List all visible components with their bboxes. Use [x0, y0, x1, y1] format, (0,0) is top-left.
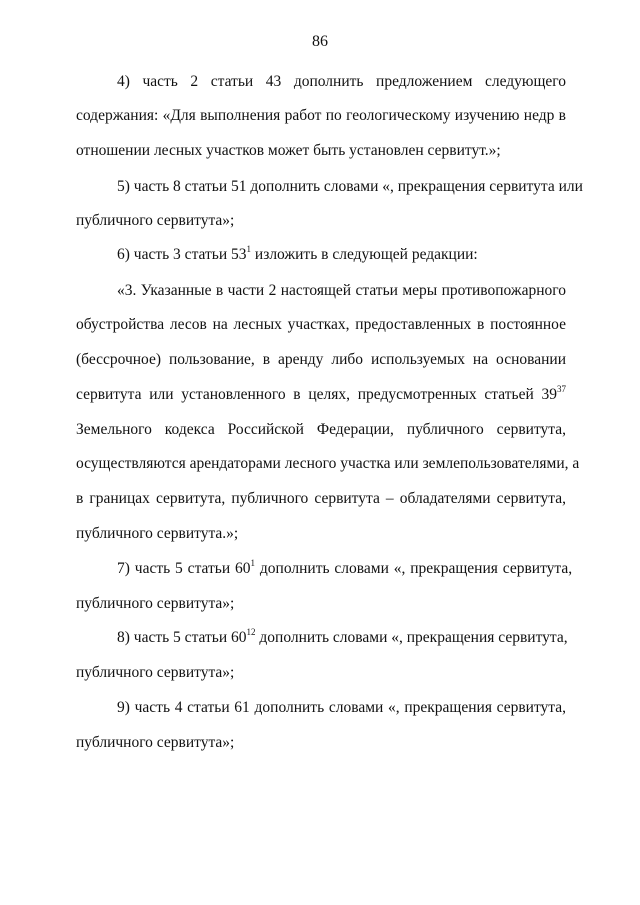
paragraph-7-superscript: 1 [250, 557, 256, 568]
paragraph-7-line-1 [117, 557, 573, 579]
quote-line-4 [76, 385, 566, 405]
quote-line-5: Земельного кодекса Российской Федерации, публичного сервитута, [76, 421, 566, 438]
paragraph-8-line-1 [117, 628, 566, 648]
quote-line-2: обустройства лесов на лесных участках, предоставленных в постоянное [76, 316, 566, 333]
quote-line-7: в границах сервитута, публичного сервитута – обладателями сервитута, [76, 490, 566, 507]
paragraph-6-text-b: изложить в следующей редакции: [251, 246, 478, 263]
quote-line-4-superscript: 37 [557, 383, 566, 394]
paragraph-7-line-2: публичного сервитута»; [76, 595, 235, 612]
page-number: 86 [312, 33, 328, 50]
paragraph-6-line-1 [117, 245, 566, 265]
paragraph-8-text-b: дополнить словами «, прекращения сервитута, [255, 629, 568, 646]
paragraph-5-line-2: публичного сервитута»; [76, 212, 235, 229]
paragraph-8-text-a: 8) часть 5 статьи 60 [117, 629, 247, 646]
paragraph-7-text-a: 7) часть 5 статьи 60 [117, 560, 251, 577]
paragraph-9-line-1: 9) часть 4 статьи 61 дополнить словами «, прекращения сервитута, [117, 699, 566, 716]
quote-line-3: (бессрочное) пользование, в аренду либо используемых на основании [76, 351, 566, 368]
quote-line-4-text: сервитута или установленного в целях, предусмотренных статьей 39 [76, 386, 557, 403]
paragraph-4-line-3: отношении лесных участков может быть установлен сервитут.»; [76, 142, 501, 159]
quote-line-1: «3. Указанные в части 2 настоящей статьи меры противопожарного [117, 282, 566, 299]
paragraph-4-line-2: содержания: «Для выполнения работ по геологическому изучению недр в [76, 107, 566, 124]
paragraph-8-line-2: публичного сервитута»; [76, 664, 235, 681]
quote-line-8: публичного сервитута.»; [76, 525, 239, 542]
paragraph-7-text-b: дополнить словами «, прекращения сервитута, [255, 560, 573, 577]
paragraph-4-line-1: 4) часть 2 статьи 43 дополнить предложением следующего [117, 73, 566, 90]
paragraph-6-text-a: 6) часть 3 статьи 53 [117, 246, 247, 263]
quote-line-6: осуществляются арендаторами лесного участка или землепользователями, а [76, 455, 580, 472]
paragraph-5-line-1: 5) часть 8 статьи 51 дополнить словами «, прекращения сервитута или [117, 178, 583, 195]
paragraph-8-superscript: 12 [246, 626, 256, 637]
paragraph-6-superscript: 1 [246, 243, 252, 254]
paragraph-9-line-2: публичного сервитута»; [76, 734, 235, 751]
